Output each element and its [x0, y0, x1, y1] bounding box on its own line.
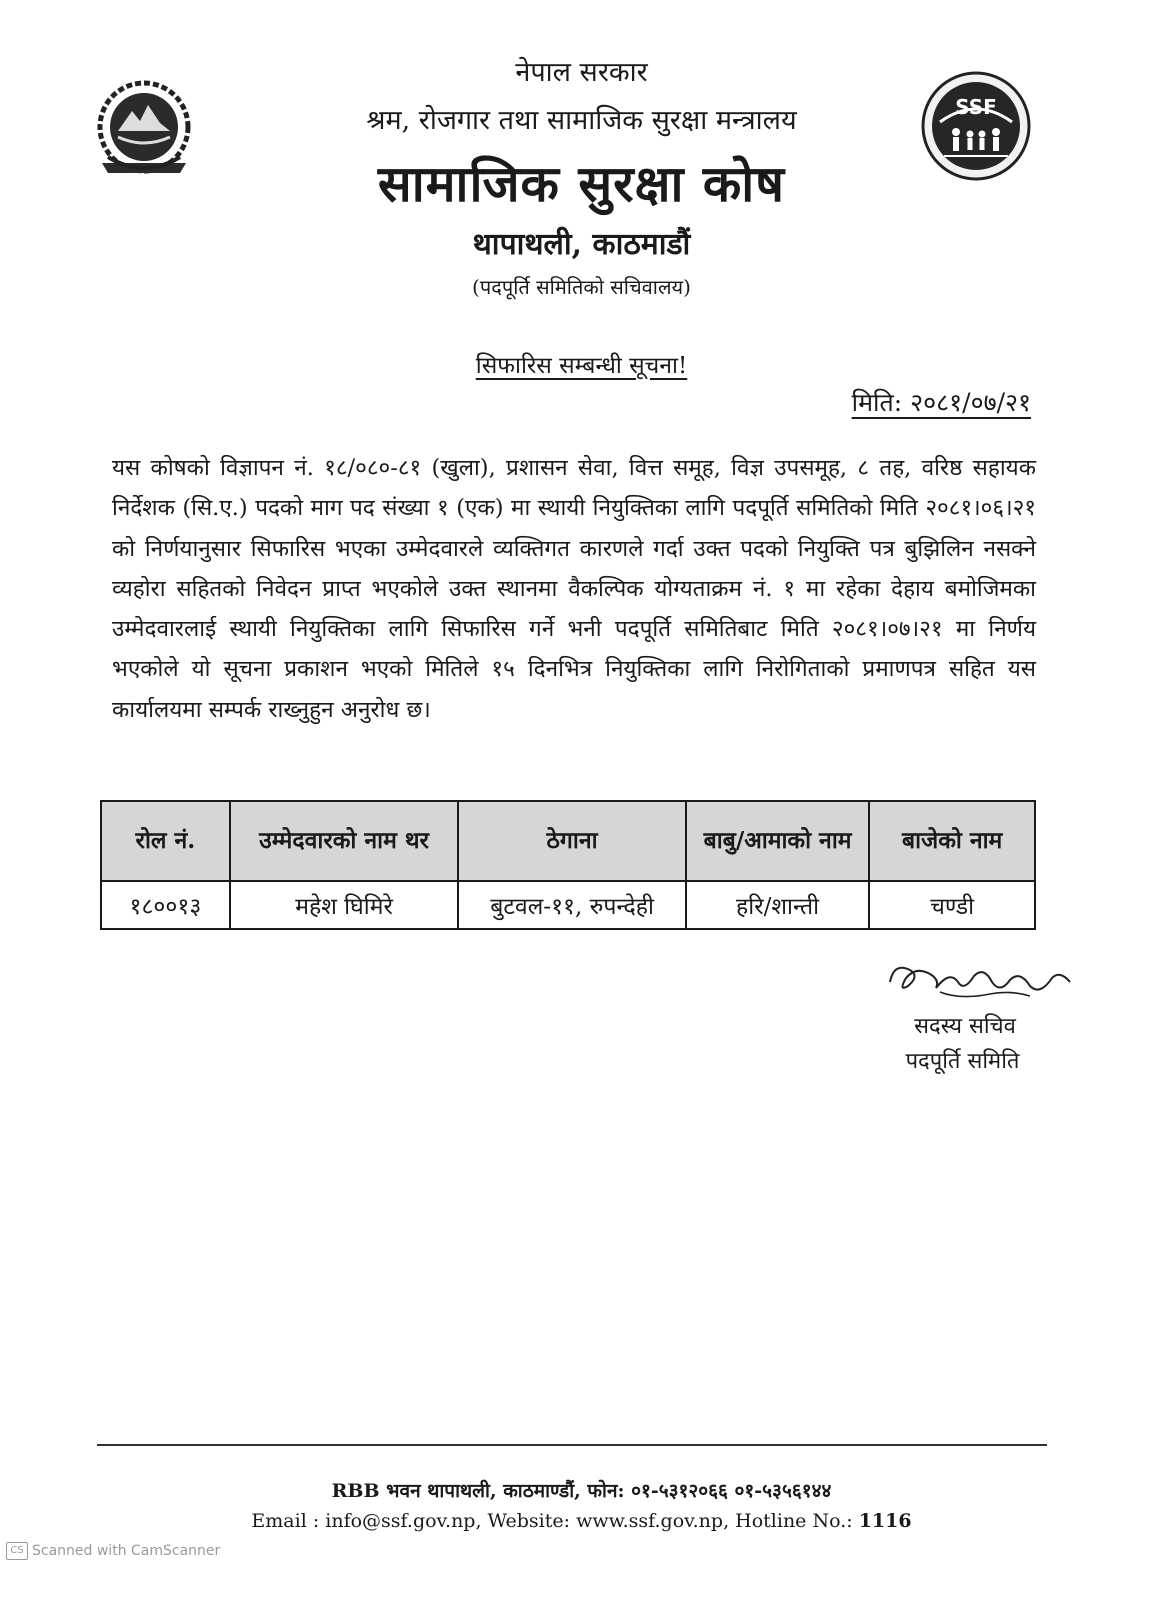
handwritten-signature [880, 952, 1080, 1012]
notice-date: मिति: २०८१/०७/२१ [851, 388, 1031, 417]
table-row [101, 881, 1035, 929]
cell-roll-no: १८००१३ [101, 881, 230, 929]
recruitment-committee-label: पदपूर्ति समिति [905, 1049, 1020, 1074]
table-header-row [101, 801, 1035, 881]
organization-name: सामाजिक सुरक्षा कोष [377, 154, 786, 213]
secretariat-label: (पदपूर्ति समितिको सचिवालय) [472, 275, 691, 299]
cell-parents-name: हरि/शान्ती [686, 881, 870, 929]
organization-address: थापाथली, काठमाडौं [472, 227, 691, 262]
footer-contact-text: Email : info@ssf.gov.np, Website: www.ssf.gov.np, Hotline No.: [251, 1510, 859, 1532]
header-parents-name: बाबु/आमाको नाम [686, 801, 870, 881]
camscanner-text: Scanned with CamScanner [32, 1543, 221, 1559]
camscanner-watermark [6, 1542, 220, 1560]
footer-contact [0, 1510, 1163, 1532]
header-grandfather-name: बाजेको नाम [869, 801, 1035, 881]
cell-address: बुटवल-११, रुपन्देही [458, 881, 685, 929]
government-name: नेपाल सरकार [515, 57, 648, 88]
notice-body: यस कोषको विज्ञापन नं. १८/०८०-८१ (खुला), प्रशासन सेवा, वित्त समूह, विज्ञ उपसमूह, ८ तह, वरिष्ठ सहायक निर्देशक (सि.ए.) पदको माग पद संख्या १ (एक) मा स्थायी नियुक्तिका लागि पदपूर्ति समितिको मिति २०८१।०६।२१ को निर्णयानुसार सिफारिस भएका उम्मेदवारले व्यक्तिगत कारणले गर्दा उक्त पदको नियुक्ति पत्र बुझिलिन नसक्ने व्यहोरा सहितको निवेदन प्राप्त भएकोले उक्त स्थानमा वैकल्पिक योग्यताक्रम नं. १ मा रहेका देहाय बमोजिमका उम्मेदवारलाई स्थायी नियुक्तिका लागि सिफारिस गर्ने भनी पदपूर्ति समितिबाट मिति २०८१।०७।२१ मा निर्णय भएकोले यो सूचना प्रकाशन भएको मितिले १५ दिनभित्र नियुक्तिका लागि निरोगिताको प्रमाणपत्र सहित यस कार्यालयमा सम्पर्क राख्नुहुन अनुरोध छ। [112, 455, 1036, 723]
member-secretary-title: सदस्य सचिव [914, 1014, 1016, 1039]
ssf-logo-text: SSF [955, 95, 997, 119]
camscanner-icon: CS [6, 1542, 28, 1560]
footer-address-phone: RBB भवन थापाथली, काठमाण्डौं, फोन: ०१-५३१२०६६ ०१-५३५६१४४ [331, 1480, 832, 1502]
notice-subject-text: सिफारिस सम्बन्धी सूचना! [475, 353, 688, 379]
header-roll-no: रोल नं. [101, 801, 230, 881]
header-address: ठेगाना [458, 801, 685, 881]
footer-divider [97, 1444, 1047, 1446]
candidate-table [100, 800, 1036, 930]
notice-subject [0, 348, 1163, 380]
header-candidate-name: उम्मेदवारको नाम थर [230, 801, 459, 881]
cell-candidate-name: महेश घिमिरे [230, 881, 459, 929]
ministry-name: श्रम, रोजगार तथा सामाजिक सुरक्षा मन्त्रालय [366, 105, 797, 136]
footer-hotline: 1116 [858, 1510, 912, 1532]
cell-grandfather-name: चण्डी [869, 881, 1035, 929]
